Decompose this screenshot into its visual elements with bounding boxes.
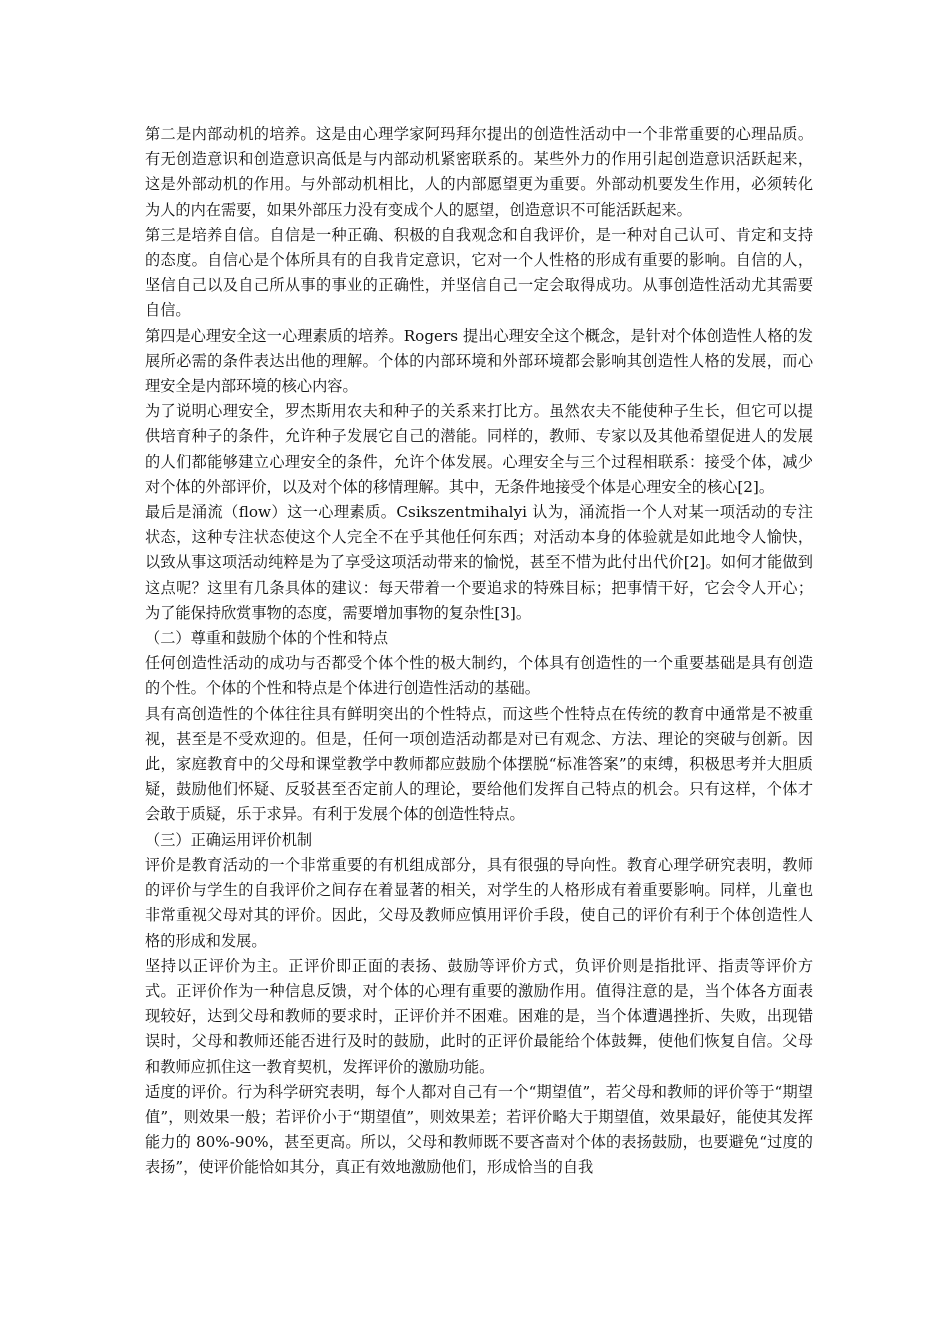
paragraph-intrinsic-motivation: 第二是内部动机的培养。这是由心理学家阿玛拜尔提出的创造性活动中一个非常重要的心理品质。有无创造意识和创造意识高低是与内部动机紧密联系的。某些外力的作用引起创造意识活跃起来，这是外部动机的作用。与外部动机相比，人的内部愿望更为重要。外部动机要发生作用，必须转化为人的内在需要，如果外部压力没有变成个人的愿望，创造意识不可能活跃起来。 [145, 125, 813, 219]
paragraph-evaluation-importance: 评价是教育活动的一个非常重要的有机组成部分，具有很强的导向性。教育心理学研究表明，教师的评价与学生的自我评价之间存在着显著的相关，对学生的人格形成有着重要影响。同样，儿童也非常重视父母对其的评价。因此，父母及教师应慎用评价手段，使自己的评价有利于个体创造性人格的形成和发展。 [145, 855, 813, 950]
section-heading-evaluation-mechanism: （三）正确运用评价机制 [145, 830, 313, 849]
paragraph-flow: 最后是涌流（flow）这一心理素质。Csikszentmihalyi 认为，涌流指一个人对某一项活动的专注状态，这种专注状态使这个人完全不在乎其他任何东西；对活动本身的体验就是如此地令人愉快，以致从事这项活动纯粹是为了享受这项活动带来的愉悦，甚至不惜为此付出代价[2]。如何才能做到这点呢？这里有几条具体的建议：每天带着一个要追求的特殊目标；把事情干好，它会令人开心；为了能保持欣赏事物的态度，需要增加事物的复杂性[3]。 [145, 503, 813, 622]
paragraph-positive-evaluation: 坚持以正评价为主。正评价即正面的表扬、鼓励等评价方式，负评价则是指批评、指责等评价方式。正评价作为一种信息反馈，对个体的心理有重要的激励作用。值得注意的是，当个体各方面表现较好，达到父母和教师的要求时，正评价并不困难。困难的是，当个体遭遇挫折、失败，出现错误时，父母和教师还能否进行及时的鼓励，此时的正评价最能给个体鼓舞，使他们恢复自信。父母和教师应抓住这一教育契机，发挥评价的激励功能。 [145, 956, 813, 1076]
paragraph-psychological-safety: 第四是心理安全这一心理素质的培养。Rogers 提出心理安全这个概念，是针对个体创造性人格的发展所必需的条件表达出他的理解。个体的内部环境和外部环境都会影响其创造性人格的发展，而心理安全是内部环境的核心内容。 [145, 326, 813, 396]
paragraph-moderate-evaluation: 适度的评价。行为科学研究表明，每个人都对自己有一个“期望值”，若父母和教师的评价等于“期望值”，则效果一般；若评价小于“期望值”，则效果差；若评价略大于期望值，效果最好，能使其发挥能力的 80%-90%，甚至更高。所以，父母和教师既不要吝啬对个体的表扬鼓励，也要避免“过度的表扬”，使评价能恰如其分，真正有效地激励他们，形成恰当的自我 [145, 1082, 813, 1177]
paragraph-encourage-questioning: 具有高创造性的个体往往具有鲜明突出的个性特点，而这些个性特点在传统的教育中通常是不被重视，甚至是不受欢迎的。但是，任何一项创造活动都是对已有观念、方法、理论的突破与创新。因此，家庭教育中的父母和课堂教学中教师都应鼓励个体摆脱“标准答案”的束缚，积极思考并大胆质疑，鼓励他们怀疑、反驳甚至否定前人的理论，要给他们发挥自己特点的机会。只有这样，个体才会敢于质疑，乐于求异。有利于发展个体的创造性特点。 [145, 704, 813, 824]
paragraph-individuality-basis: 任何创造性活动的成功与否都受个体个性的极大制约，个体具有创造性的一个重要基础是具有创造的个性。个体的个性和特点是个体进行创造性活动的基础。 [145, 654, 813, 698]
document-body [145, 122, 813, 1181]
paragraph-rogers-farmer-analogy: 为了说明心理安全，罗杰斯用农夫和种子的关系来打比方。虽然农夫不能使种子生长，但它可以提供培育种子的条件，允许种子发展它自己的潜能。同样的，教师、专家以及其他希望促进人的发展的人们都能够建立心理安全的条件，允许个体发展。心理安全与三个过程相联系：接受个体，减少对个体的外部评价，以及对个体的移情理解。其中，无条件地接受个体是心理安全的核心[2]。 [145, 402, 813, 496]
section-heading-respect-individuality: （二）尊重和鼓励个体的个性和特点 [145, 629, 388, 648]
paragraph-self-confidence: 第三是培养自信。自信是一种正确、积极的自我观念和自我评价，是一种对自己认可、肯定和支持的态度。自信心是个体所具有的自我肯定意识，它对一个人性格的形成有重要的影响。自信的人，坚信自己以及自己所从事的事业的正确性，并坚信自己一定会取得成功。从事创造性活动尤其需要自信。 [145, 225, 813, 320]
